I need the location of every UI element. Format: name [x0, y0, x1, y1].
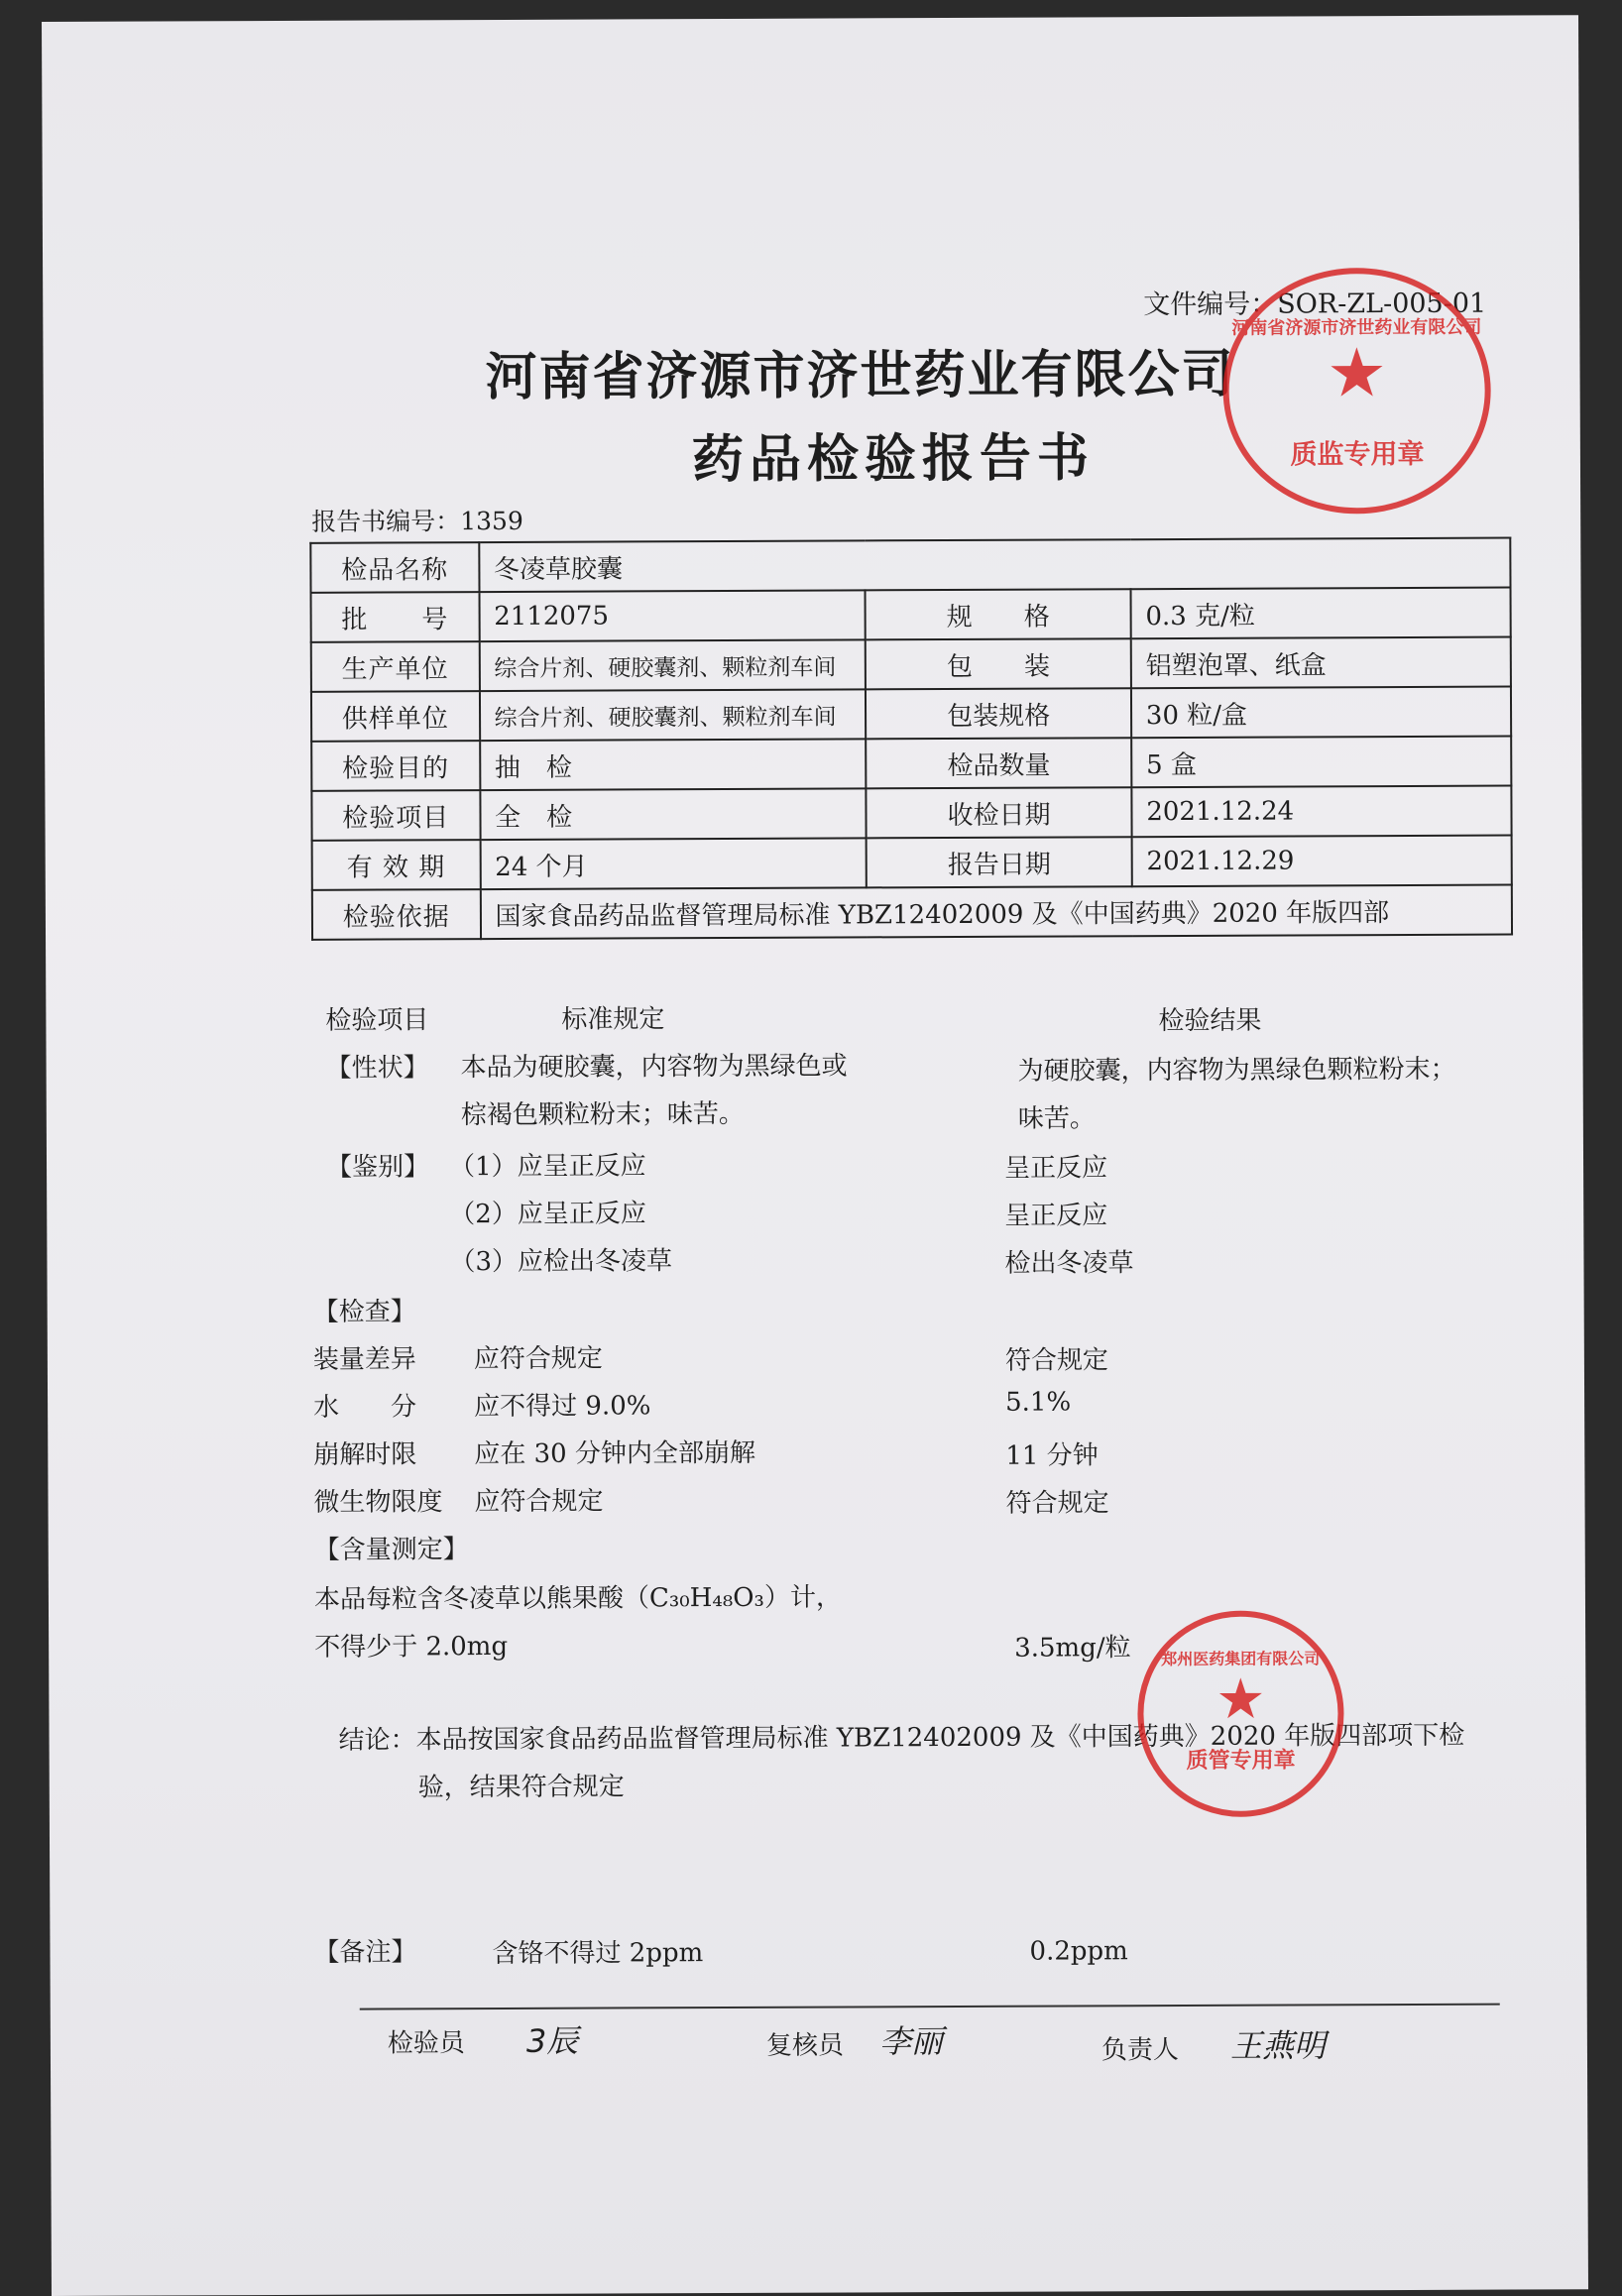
table-row [312, 836, 1512, 890]
reviewer-label: 复核员 [765, 2030, 844, 2061]
assay-std-1: 本品每粒含冬凌草以熊果酸（C₃₀H₄₈O₃）计， [313, 1582, 843, 1615]
star-icon: ★ [1326, 334, 1388, 413]
basis-value: 国家食品药品监督管理局标准 YBZ12402009 及《中国药典》2020 年版四部 [480, 885, 1512, 940]
water-std: 应不得过 9.0% [474, 1391, 651, 1423]
star-icon: ★ [1216, 1666, 1266, 1733]
table-row [310, 538, 1510, 593]
company-name: 河南省济源市济世药业有限公司 [485, 343, 1235, 408]
signature-divider [360, 2004, 1500, 2010]
identification-std-1: （1）应呈正反应 [448, 1151, 646, 1183]
report-number: 报告书编号：1359 [311, 506, 523, 536]
package-value: 铝塑泡罩、纸盒 [1131, 637, 1511, 689]
assay-std-2: 不得少于 2.0mg [314, 1631, 509, 1663]
quality-stamp-bottom [1137, 1610, 1344, 1817]
spec-value: 0.3 克/粒 [1130, 588, 1510, 639]
identification-result-2: 呈正反应 [1004, 1201, 1108, 1231]
receive-date-label: 收检日期 [867, 787, 1132, 838]
table-row [311, 786, 1511, 841]
identification-label: 【鉴别】 [325, 1152, 430, 1183]
appearance-std-1: 本品为硬胶囊，内容物为黑绿色或 [460, 1051, 848, 1084]
manager-signature: 王燕明 [1229, 2026, 1327, 2065]
package-label: 包 装 [866, 638, 1131, 689]
spec-label: 规 格 [866, 589, 1131, 639]
weight-std: 应符合规定 [473, 1343, 603, 1375]
appearance-std-2: 棕褐色颗粒粉末；味苦。 [460, 1098, 745, 1131]
validity-value: 24 个月 [480, 838, 867, 889]
pack-spec-value: 30 粒/盒 [1131, 687, 1511, 739]
stamp-top-bottom: 质监专用章 [1290, 438, 1425, 471]
reviewer-signature: 李丽 [878, 2022, 943, 2061]
basis-label: 检验依据 [312, 889, 481, 940]
microbial-std: 应符合规定 [474, 1486, 604, 1518]
document-title: 药品检验报告书 [691, 427, 1096, 491]
producer-value: 综合片剂、硬胶囊剂、颗粒剂车间 [479, 639, 866, 691]
stamp-top-text: 河南省济源市济世药业有限公司 [1231, 316, 1482, 339]
stamp-bottom-bottom: 质管专用章 [1186, 1748, 1296, 1774]
supplier-label: 供样单位 [311, 691, 480, 742]
purpose-label: 检验目的 [311, 741, 480, 791]
batch-value: 2112075 [479, 590, 866, 641]
assay-label: 【含量测定】 [313, 1535, 469, 1565]
table-row [311, 737, 1511, 791]
purpose-value: 抽 检 [480, 739, 867, 790]
water-label: 水 分 [313, 1392, 417, 1423]
weight-result: 符合规定 [1004, 1345, 1108, 1376]
identification-result-1: 呈正反应 [1003, 1153, 1108, 1184]
remark-result: 0.2ppm [1029, 1936, 1128, 1967]
appearance-result-1: 为硬胶囊，内容物为黑绿色颗粒粉末； [1017, 1054, 1456, 1087]
disintegration-result: 11 分钟 [1005, 1440, 1099, 1471]
quantity-label: 检品数量 [867, 738, 1132, 788]
validity-label: 有 效 期 [312, 840, 481, 890]
conclusion-line-1: 结论：本品按国家食品药品监督管理局标准 YBZ12402009 及《中国药典》2020 年版四部项下检 [338, 1720, 1465, 1756]
item-value: 全 检 [480, 788, 867, 840]
weight-label: 装量差异 [312, 1344, 416, 1375]
inspection-label: 【检查】 [312, 1297, 416, 1327]
table-row [311, 687, 1511, 742]
pack-spec-label: 包装规格 [866, 688, 1131, 739]
col-standard-header: 标准规定 [561, 1004, 665, 1035]
conclusion-line-2: 验，结果符合规定 [417, 1772, 625, 1803]
batch-label: 批 号 [311, 592, 480, 642]
report-date-value: 2021.12.29 [1131, 836, 1511, 887]
water-result: 5.1% [1005, 1387, 1072, 1418]
report-date-label: 报告日期 [867, 837, 1132, 887]
item-label: 检验项目 [311, 790, 480, 841]
identification-result-3: 检出冬凌草 [1004, 1248, 1134, 1279]
appearance-result-2: 味苦。 [1017, 1103, 1096, 1134]
inspector-label: 检验员 [387, 2028, 465, 2059]
stamp-bottom-text: 郑州医药集团有限公司 [1161, 1649, 1321, 1669]
inspector-signature: 3辰 [525, 2021, 579, 2060]
disintegration-std: 应在 30 分钟内全部崩解 [474, 1437, 755, 1470]
receive-date-value: 2021.12.24 [1131, 786, 1511, 838]
table-row [312, 885, 1512, 940]
remark-std: 含铬不得过 2ppm [492, 1938, 704, 1970]
product-info-table [309, 537, 1513, 941]
product-name-label: 检品名称 [310, 542, 479, 593]
col-result-header: 检验结果 [1158, 1005, 1262, 1037]
identification-std-3: （3）应检出冬凌草 [449, 1246, 673, 1278]
table-row [311, 637, 1511, 692]
microbial-result: 符合规定 [1005, 1488, 1109, 1519]
disintegration-label: 崩解时限 [313, 1439, 417, 1470]
file-number: 文件编号：SOR-ZL-005-01 [1143, 287, 1487, 321]
table-row [311, 588, 1511, 642]
product-name-value: 冬凌草胶囊 [479, 538, 1511, 593]
supplier-value: 综合片剂、硬胶囊剂、颗粒剂车间 [479, 689, 866, 741]
appearance-label: 【性状】 [325, 1053, 429, 1084]
remark-label: 【备注】 [313, 1937, 417, 1968]
manager-label: 负责人 [1101, 2035, 1180, 2066]
identification-std-2: （2）应呈正反应 [449, 1199, 646, 1230]
quantity-value: 5 盒 [1131, 737, 1511, 788]
report-paper [42, 15, 1588, 2296]
quality-stamp-top [1222, 268, 1491, 515]
col-item-header: 检验项目 [325, 1005, 429, 1036]
assay-result: 3.5mg/粒 [1014, 1633, 1131, 1664]
microbial-label: 微生物限度 [313, 1487, 443, 1518]
producer-label: 生产单位 [311, 641, 480, 692]
